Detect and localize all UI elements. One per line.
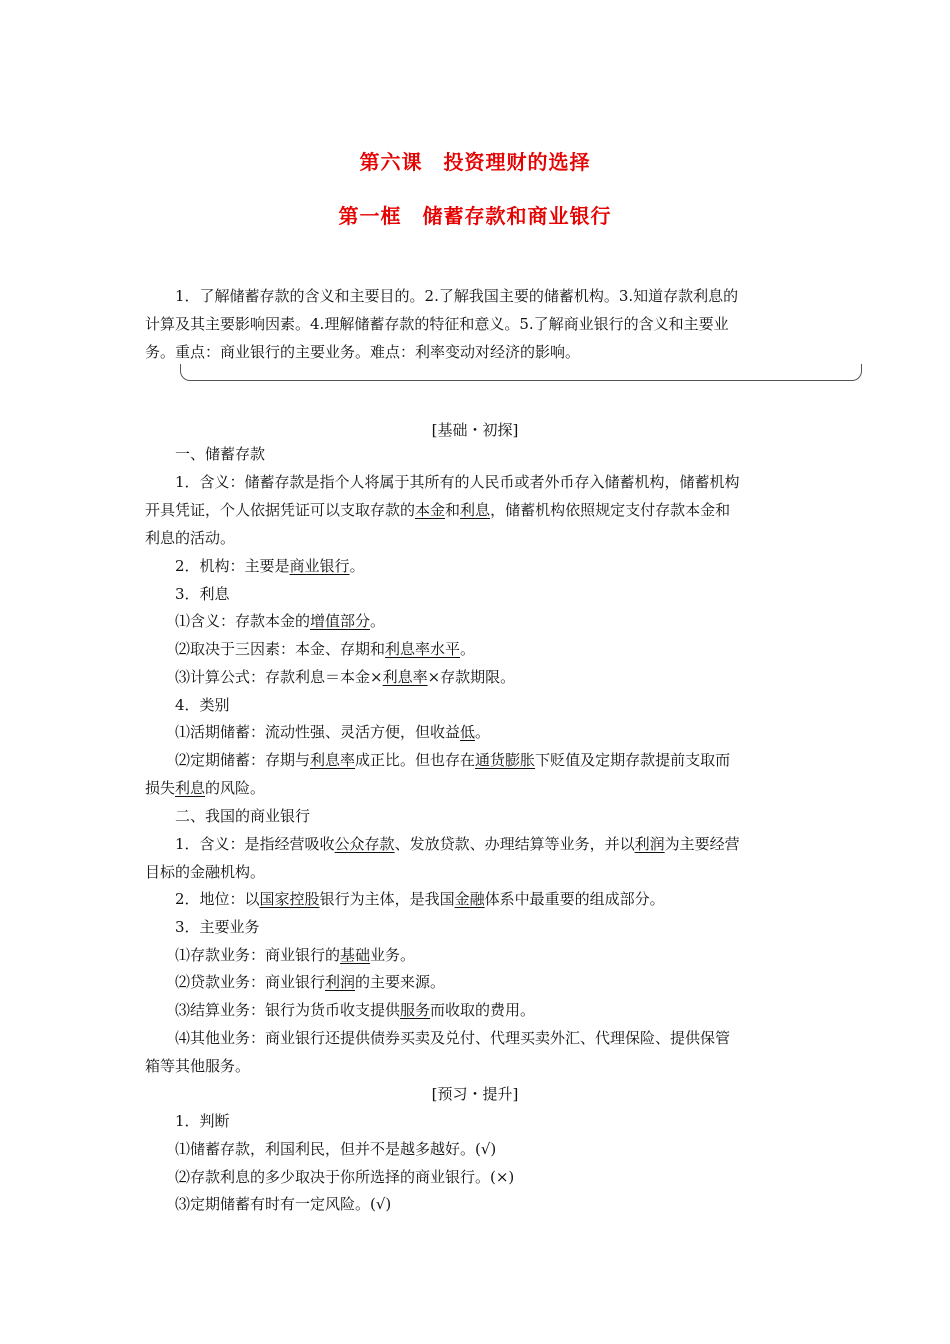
text: 下贬值及定期存款提前支取而 xyxy=(535,751,731,769)
text: ⑴含义：存款本金的 xyxy=(175,612,311,630)
types-item-2-cont xyxy=(145,778,810,798)
text: 而收取的费用。 xyxy=(430,1001,536,1019)
answer-blank: 利息 xyxy=(460,501,491,519)
answer-blank: 金融 xyxy=(454,890,485,908)
text: 、发放贷款、办理结算等业务，并以 xyxy=(394,835,635,853)
text: 银行为主体，是我国 xyxy=(319,890,455,908)
institution-line xyxy=(175,556,810,576)
savings-definition-line-2 xyxy=(145,500,810,520)
text: 1．含义：是指经营吸收 xyxy=(175,835,335,853)
text: 体系中最重要的组成部分。 xyxy=(484,890,665,908)
text: ⑴存款业务：商业银行的 xyxy=(175,946,341,964)
business-item-4-cont: 箱等其他服务。 xyxy=(145,1057,251,1075)
text: ⑵定期储蓄：存期与 xyxy=(175,751,311,769)
text: ⑵贷款业务：商业银行 xyxy=(175,973,326,991)
types-heading: 4．类别 xyxy=(175,696,230,714)
objectives-line-2: 计算及其主要影响因素。4.理解储蓄存款的特征和意义。5.了解商业银行的含义和主要业 xyxy=(145,315,729,333)
part1-title: 一、储蓄存款 xyxy=(175,445,266,463)
answer-blank: 利润 xyxy=(325,973,356,991)
text: ⑴活期储蓄：流动性强、灵活方便，但收益 xyxy=(175,723,461,741)
text: 。 xyxy=(349,557,365,575)
text: ⑶计算公式：存款利息＝本金× xyxy=(175,668,383,686)
objectives-line-1: 1．了解储蓄存款的含义和主要目的。2.了解我国主要的储蓄机构。3.知道存款利息的 xyxy=(175,287,739,305)
answer-blank: 国家控股 xyxy=(259,890,320,908)
interest-heading: 3．利息 xyxy=(175,585,230,603)
text: 为主要经营 xyxy=(664,835,740,853)
answer-blank: 通货膨胀 xyxy=(475,751,536,769)
text: 和 xyxy=(445,501,461,519)
business-item-4: ⑷其他业务：商业银行还提供债券买卖及兑付、代理买卖外汇、代理保险、提供保管 xyxy=(175,1029,731,1047)
basics-heading: [基础・初探] xyxy=(431,421,519,439)
text: 损失 xyxy=(145,779,176,797)
answer-blank: 商业银行 xyxy=(289,557,350,575)
answer-blank: 低 xyxy=(460,723,476,741)
judge-item-3: ⑶定期储蓄有时有一定风险。(√) xyxy=(175,1195,392,1213)
text: 开具凭证，个人依据凭证可以支取存款的 xyxy=(145,501,416,519)
types-item-1 xyxy=(175,722,810,742)
text: ，储蓄机构依照规定支付存款本金和 xyxy=(490,501,731,519)
answer-blank: 利息率 xyxy=(382,668,428,686)
text: 2．机构：主要是 xyxy=(175,557,290,575)
text: 。 xyxy=(370,612,386,630)
text: 。 xyxy=(460,640,476,658)
objectives-bracket xyxy=(180,364,862,381)
objectives-line-3: 务。重点：商业银行的主要业务。难点：利率变动对经济的影响。 xyxy=(145,343,581,361)
interest-item-3 xyxy=(175,667,810,687)
savings-definition-line-1: 1．含义：储蓄存款是指个人将属于其所有的人民币或者外币存入储蓄机构，储蓄机构 xyxy=(175,473,740,491)
bank-definition-line-1 xyxy=(175,834,810,854)
answer-blank: 增值部分 xyxy=(310,612,371,630)
text: ⑵取决于三因素：本金、存期和 xyxy=(175,640,386,658)
text: 的风险。 xyxy=(205,779,266,797)
preview-heading: [预习・提升] xyxy=(431,1085,519,1103)
text: 的主要来源。 xyxy=(355,973,446,991)
business-heading: 3．主要业务 xyxy=(175,918,260,936)
answer-blank: 利润 xyxy=(634,835,665,853)
bank-position-line xyxy=(175,889,810,909)
types-item-2 xyxy=(175,750,810,770)
text: ×存款期限。 xyxy=(427,668,516,686)
answer-blank: 服务 xyxy=(400,1001,431,1019)
judge-heading: 1．判断 xyxy=(175,1112,230,1130)
savings-definition-line-3: 利息的活动。 xyxy=(145,529,236,547)
judge-item-1: ⑴储蓄存款，利国利民，但并不是越多越好。(√) xyxy=(175,1140,497,1158)
answer-blank: 利息率 xyxy=(310,751,356,769)
business-item-2 xyxy=(175,972,810,992)
interest-item-1 xyxy=(175,611,810,631)
lesson-title: 第六课 投资理财的选择 xyxy=(359,150,591,174)
answer-blank: 公众存款 xyxy=(334,835,395,853)
answer-blank: 本金 xyxy=(415,501,446,519)
interest-item-2 xyxy=(175,639,810,659)
answer-blank: 利息 xyxy=(175,779,206,797)
text: ⑶结算业务：银行为货币收支提供 xyxy=(175,1001,401,1019)
answer-blank: 基础 xyxy=(340,946,371,964)
bank-definition-line-2: 目标的金融机构。 xyxy=(145,863,266,881)
business-item-3 xyxy=(175,1000,810,1020)
text: 2．地位：以 xyxy=(175,890,260,908)
judge-item-2: ⑵存款利息的多少取决于你所选择的商业银行。(×) xyxy=(175,1168,515,1186)
business-item-1 xyxy=(175,945,810,965)
answer-blank: 利息率水平 xyxy=(385,640,461,658)
text: 。 xyxy=(475,723,491,741)
text: 业务。 xyxy=(370,946,416,964)
section-title: 第一框 储蓄存款和商业银行 xyxy=(338,204,612,228)
part2-title: 二、我国的商业银行 xyxy=(175,807,311,825)
text: 成正比。但也存在 xyxy=(355,751,476,769)
